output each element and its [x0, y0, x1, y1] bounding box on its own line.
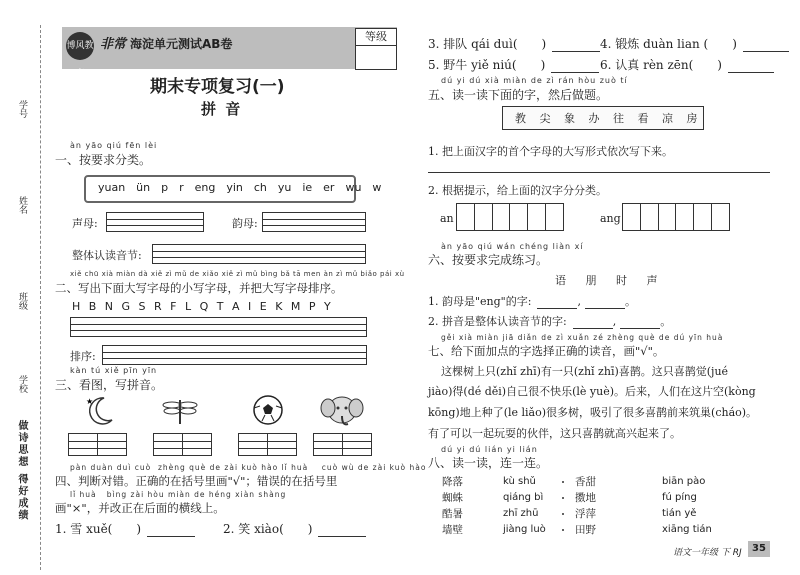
elephant-image — [318, 390, 364, 428]
s6-q1: 1. 韵母是"eng"的字: , 。 — [428, 295, 636, 308]
margin-label-banji: 班级 — [17, 292, 27, 310]
s2-pinyin: xiě chū xià miàn dà xiě zì mǔ de xiǎo xiě zì mǔ bìng bǎ tā men àn zì mǔ biǎo pái xù — [70, 270, 405, 278]
col1 — [442, 474, 463, 538]
moon-image — [82, 394, 122, 426]
s5-chars: 教 尖 象 办 往 看 凉 房 — [515, 112, 698, 125]
r-item-5: 5. 野牛 yiě niú( ) — [428, 56, 599, 73]
passage-line-1: 这棵树上只(zhǐ zhī)有一只(zhǐ zhī)喜鹊。这只喜鹊觉(jué — [441, 365, 729, 378]
footer-label: 语文一年级 下 RJ — [673, 548, 742, 558]
s5-q2: 2. 根据提示，给上面的汉字分分类。 — [428, 184, 607, 197]
s8-title: 八、读一读，连一连。 — [428, 456, 549, 470]
col3-item: 田野 — [575, 524, 596, 536]
grade-box — [355, 28, 397, 70]
s4-item-2-text: 2. 笑 xiào( — [223, 522, 284, 536]
dragonfly-image — [160, 394, 200, 426]
s6-title: 六、按要求完成练习。 — [428, 253, 549, 267]
s4-pinyin-1: pàn duàn duì cuò zhèng què de zài kuò hào lǐ huà cuò wù de zài kuò hào — [70, 463, 427, 472]
s6-q1-blank-1[interactable] — [537, 296, 577, 309]
col3-item: 香甜 — [575, 476, 596, 488]
brand-name: 海淀单元测试AB卷 — [130, 37, 233, 51]
margin-slogan: 做诗思想 得好成绩 — [16, 420, 27, 522]
col2-item: jiàng luò — [503, 524, 546, 535]
s4-item-1-blank[interactable] — [147, 524, 195, 537]
dot[interactable] — [562, 529, 564, 531]
paixu-label: 排序: — [70, 350, 96, 363]
r-item-5-blank[interactable] — [551, 60, 599, 73]
pic-lines-4 — [313, 433, 372, 456]
s6-pinyin: àn yāo qiú wán chéng liàn xí — [441, 242, 584, 251]
col4-item: xiāng tián — [662, 524, 712, 535]
page-subtitle: 拼 音 — [201, 100, 243, 118]
col1-item: 墙壁 — [442, 524, 463, 536]
football-image — [252, 394, 284, 426]
col1-item: 降落 — [442, 476, 463, 488]
col3-item: 浮萍 — [575, 508, 596, 520]
s7-pinyin: gěi xià miàn jiā diǎn de zì xuǎn zé zhèng què de dú yīn huà — [441, 333, 724, 342]
s3-pinyin: kàn tú xiě pīn yīn — [70, 366, 158, 375]
binding-line — [40, 25, 41, 570]
an-boxes[interactable] — [456, 203, 564, 231]
ang-boxes[interactable] — [622, 203, 730, 231]
zhengti-lines — [152, 244, 366, 264]
r-item-4: 4. 锻炼 duàn lian ( ) — [600, 35, 789, 52]
s2-title: 二、写出下面大写字母的小写字母，并把大写字母排序。 — [55, 281, 343, 295]
col4-item: biān pào — [662, 476, 706, 487]
s5-title: 五、读一读下面的字，然后做题。 — [428, 88, 609, 102]
r-item-3: 3. 排队 qái duì( ) — [428, 35, 600, 52]
yunmu-lines — [262, 212, 366, 232]
page-number: 35 — [748, 541, 770, 557]
margin-label-xingming: 姓名 — [17, 196, 27, 214]
passage-line-3: kōng)地上种了(le liǎo)很多树，吸引了很多喜鹊前来筑巢(cháo)。 — [428, 406, 758, 419]
passage-line-2: jiào)得(dé děi)自己很不快乐(lè yuè)。后来，人们在这片空(kòng — [428, 385, 756, 398]
r-item-4-blank[interactable] — [743, 39, 789, 52]
s8-pinyin: dú yi dú lián yi lián — [441, 445, 538, 454]
r-item-3-blank[interactable] — [552, 39, 600, 52]
yunmu-label: 韵母: — [232, 217, 258, 230]
zhengti-label: 整体认读音节: — [72, 249, 142, 262]
col2-item: qiáng bì — [503, 492, 544, 503]
col4-item: fú píng — [662, 492, 697, 503]
col3 — [575, 474, 596, 538]
col4 — [662, 474, 712, 538]
s6-q2-blank-1[interactable] — [573, 316, 613, 329]
s5-q1-line[interactable] — [428, 172, 770, 173]
col2-item: zhī zhū — [503, 508, 539, 519]
s2-lines — [70, 317, 367, 337]
col2-item: kù shǔ — [503, 476, 536, 487]
s6-q2-text: 2. 拼音是整体认读音节的字: — [428, 315, 567, 328]
col3-item: 擞地 — [575, 492, 596, 504]
passage-line-4: 有了可以一起玩耍的伙伴，这只喜鹊就高兴起来了。 — [428, 427, 681, 440]
col2 — [503, 474, 546, 538]
brand-logo-text: 非常 — [100, 37, 127, 52]
s4-item-2: 2. 笑 xiào( ) — [223, 520, 366, 537]
r-item-6-text: 6. 认真 rèn zēn( — [600, 58, 694, 72]
s4-item-1-text: 1. 雪 xuě( — [55, 522, 113, 536]
r-item-5-text: 5. 野牛 yiě niú( — [428, 58, 517, 72]
grade-label: 等级 — [356, 29, 396, 46]
s3-title: 三、看图，写拼音。 — [55, 378, 164, 392]
ang-label: ang — [600, 212, 621, 225]
col4-item: tián yě — [662, 508, 697, 519]
dot[interactable] — [562, 513, 564, 515]
s5-q1: 1. 把上面汉字的首个字母的大写形式依次写下来。 — [428, 145, 673, 158]
shengmu-lines — [106, 212, 204, 232]
s4-line-2: 画"×"，并改正在后面的横线上。 — [55, 501, 225, 515]
r-item-3-text: 3. 排队 qái duì( — [428, 37, 518, 51]
s7-title: 七、给下面加点的字选择正确的读音，画"√"。 — [428, 344, 665, 358]
pic-lines-3 — [238, 433, 297, 456]
col1-item: 酷暑 — [442, 508, 463, 520]
page-title: 期末专项复习(一) — [150, 77, 285, 97]
s6-q2-blank-2[interactable] — [620, 316, 660, 329]
dot[interactable] — [562, 497, 564, 499]
s6-q1-blank-2[interactable] — [585, 296, 625, 309]
s1-title: 一、按要求分类。 — [55, 153, 152, 167]
margin-label-xuexiao: 学校 — [17, 375, 27, 393]
s2-letters: H B N G S R F L Q T A I E K M P Y — [72, 300, 331, 313]
s5-pinyin: dú yi dú xià miàn de zì rán hòu zuò tí — [441, 76, 628, 85]
svg-text:★: ★ — [86, 397, 94, 406]
s6-q2: 2. 拼音是整体认读音节的字: , 。 — [428, 315, 672, 328]
brand-logo: 博风教育 — [66, 32, 94, 60]
shengmu-label: 声母: — [72, 217, 98, 230]
s1-letters: yuan ün p r eng yin ch yu ie er wu w — [98, 181, 382, 194]
s1-pinyin: àn yāo qiú fēn lèi — [70, 141, 158, 150]
r-item-4-text: 4. 锻炼 duàn lian ( — [600, 37, 709, 51]
margin-label-xuehao: 学号 — [17, 100, 27, 118]
s6-chars: 语 朋 时 声 — [555, 274, 658, 287]
pic-lines-2 — [153, 433, 212, 456]
s6-q1-text: 1. 韵母是"eng"的字: — [428, 295, 532, 308]
s4-pinyin-2: lǐ huà bìng zài hòu miàn de héng xiàn shàng — [70, 490, 287, 499]
r-item-6-blank[interactable] — [728, 60, 774, 73]
paixu-lines — [102, 345, 367, 365]
s4-item-1: 1. 雪 xuě( ) — [55, 520, 195, 537]
an-label: an — [440, 212, 454, 225]
pic-lines-1 — [68, 433, 127, 456]
r-item-6: 6. 认真 rèn zēn( ) — [600, 56, 774, 73]
col1-item: 蜘蛛 — [442, 492, 463, 504]
dot[interactable] — [562, 481, 564, 483]
s4-item-2-blank[interactable] — [318, 524, 366, 537]
s4-line-1: 四、判断对错。正确的在括号里画"√"；错误的在括号里 — [55, 474, 338, 488]
